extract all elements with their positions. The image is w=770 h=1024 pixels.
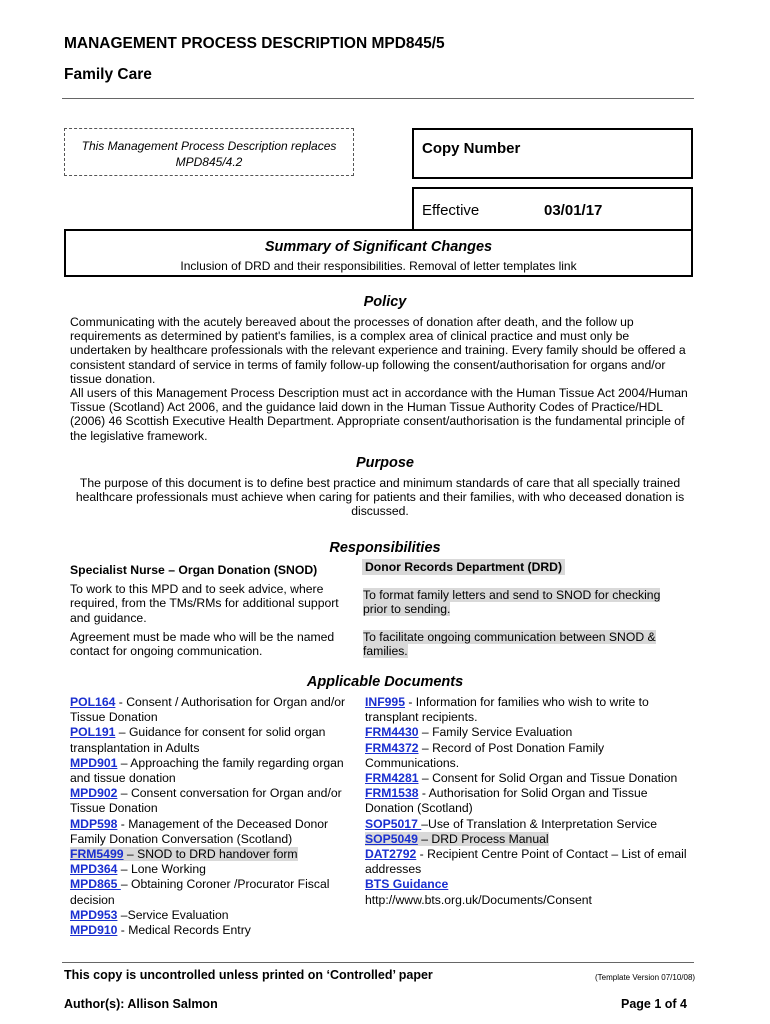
doc-item — [70, 847, 360, 862]
doc-desc: – Obtaining Coroner /Procurator Fiscal decision — [70, 877, 330, 907]
copy-number-box — [412, 128, 693, 179]
doc-item — [70, 786, 360, 816]
doc-item — [70, 725, 360, 755]
purpose-text: The purpose of this document is to define best practice and minimum standards of care that all specially trained healthcare professionals must achieve when caring for patients and their families, with who deceased donation is discussed. — [75, 476, 685, 519]
doc-desc: – Approaching the family regarding organ and tissue donation — [70, 755, 344, 786]
doc-desc: – Family Service Evaluation — [418, 725, 573, 740]
doc-link[interactable]: FRM5499 — [70, 847, 124, 862]
doc-link[interactable]: SOP5017 — [365, 816, 422, 831]
authors: Author(s): Allison Salmon — [64, 997, 218, 1011]
doc-link[interactable]: FRM1538 — [365, 786, 419, 801]
doc-desc: – SNOD to DRD handover form — [123, 847, 298, 862]
responsibilities-heading: Responsibilities — [329, 540, 441, 556]
doc-desc: - Consent / Authorisation for Organ and/or Tissue Donation — [70, 695, 346, 725]
summary-heading: Summary of Significant Changes — [264, 239, 493, 255]
template-version: (Template Version 07/10/08) — [595, 973, 696, 982]
doc-item — [365, 725, 690, 740]
doc-desc: –Service Evaluation — [117, 907, 229, 922]
summary-text: Inclusion of DRD and their responsibilities. Removal of letter templates link — [180, 259, 577, 273]
doc-item — [70, 862, 360, 877]
doc-desc: –Use of Translation & Interpretation Service — [421, 816, 657, 831]
doc-link[interactable]: MPD865 — [70, 877, 121, 892]
document-subtitle: Family Care — [64, 66, 152, 83]
doc-desc: – Guidance for consent for solid organ transplantation in Adults — [70, 725, 326, 755]
doc-item — [70, 877, 360, 907]
drd-text-1: To format family letters and send to SNOD for checking prior to sending. — [363, 588, 661, 617]
doc-item — [365, 786, 690, 816]
summary-box — [64, 229, 693, 277]
header-divider — [62, 98, 694, 99]
doc-link[interactable]: FRM4281 — [365, 771, 419, 786]
doc-desc: – Record of Post Donation Family Communications. — [365, 740, 605, 770]
doc-desc: - Authorisation for Solid Organ and Tissue Donation (Scotland) — [365, 786, 648, 816]
applicable-docs-right — [365, 695, 690, 908]
drd-role: Donor Records Department (DRD) — [362, 559, 565, 575]
doc-link[interactable]: MPD910 — [70, 923, 118, 938]
doc-desc: – Consent conversation for Organ and/or Tissue Donation — [70, 786, 342, 816]
purpose-heading: Purpose — [355, 455, 414, 471]
snod-role: Specialist Nurse – Organ Donation (SNOD) — [70, 563, 318, 577]
uncontrolled-notice: This copy is uncontrolled unless printed on ‘Controlled’ paper — [64, 968, 433, 982]
doc-item — [365, 832, 690, 847]
snod-responsibilities — [70, 563, 355, 663]
doc-link[interactable]: MPD364 — [70, 862, 118, 877]
page-number: Page 1 of 4 — [621, 997, 687, 1011]
drd-text-2: To facilitate ongoing communication between SNOD & families. — [363, 630, 656, 659]
doc-link[interactable]: MPD902 — [70, 786, 118, 801]
doc-link[interactable]: MPD953 — [70, 907, 118, 922]
effective-date: 03/01/17 — [544, 202, 603, 219]
drd-duty-2 — [363, 630, 688, 658]
doc-link[interactable]: DAT2792 — [365, 847, 417, 862]
doc-item — [70, 695, 360, 725]
effective-box — [412, 187, 693, 229]
doc-item — [70, 923, 360, 938]
doc-desc: - Information for families who wish to write to transplant recipients. — [365, 695, 649, 725]
snod-text-1: To work to this MPD and to seek advice, where required, from the TMs/RMs for additional support and guidance. — [70, 582, 339, 625]
doc-link[interactable]: FRM4430 — [365, 725, 419, 740]
applicable-docs-heading: Applicable Documents — [306, 674, 464, 690]
doc-link[interactable]: POL164 — [70, 695, 116, 709]
doc-desc: – Lone Working — [117, 862, 206, 877]
doc-item — [365, 893, 690, 908]
doc-link[interactable]: MDP598 — [70, 816, 118, 831]
doc-desc: - Medical Records Entry — [117, 923, 251, 938]
doc-link[interactable]: MPD901 — [70, 755, 118, 770]
copy-number-label: Copy Number — [422, 140, 521, 157]
footer-divider — [62, 962, 694, 963]
doc-item — [365, 771, 690, 786]
doc-item — [365, 817, 690, 832]
doc-item — [365, 695, 690, 725]
document-title: MANAGEMENT PROCESS DESCRIPTION MPD845/5 — [64, 35, 445, 52]
doc-item — [70, 908, 360, 923]
doc-desc: – DRD Process Manual — [417, 831, 549, 846]
doc-desc: - Recipient Centre Point of Contact – List of email addresses — [365, 847, 687, 877]
doc-desc: – Consent for Solid Organ and Tissue Donation — [418, 771, 678, 786]
doc-link[interactable]: BTS Guidance — [365, 877, 449, 892]
drd-duty-1 — [363, 588, 688, 616]
snod-text-2: Agreement must be made who will be the named contact for ongoing communication. — [70, 629, 335, 659]
applicable-docs-left — [70, 695, 360, 938]
replaces-notice — [64, 128, 354, 176]
policy-para-2: All users of this Management Process Description must act in accordance with the Human Tissue Act 2004/Human Tissue (Scotland) Act 2006, and the guidance laid down in the Human Tissue Authority Codes of Practice/HDL (2006) 46 Scottish Executive Health Department. Appropriate consent/authorisation is the fundamental principle of the legislative framework. — [70, 386, 688, 443]
doc-link[interactable]: SOP5049 — [365, 831, 418, 846]
policy-heading: Policy — [363, 294, 407, 310]
policy-text — [70, 315, 690, 443]
policy-para-1: Communicating with the acutely bereaved about the processes of donation after death, and the follow up requirements as determined by patient's families, is a complex area of clinical practice and must only be undertaken by healthcare professionals with the relevant experience and training. Every family should be offered a consistent standard of service in terms of family follow-up following the consent/authorisation for organs and/or tissue donation. — [70, 315, 686, 386]
doc-link[interactable]: FRM4372 — [365, 740, 419, 755]
replaces-line1: This Management Process Description replaces — [81, 139, 337, 153]
doc-item — [365, 877, 690, 892]
doc-item — [365, 847, 690, 877]
doc-item — [70, 756, 360, 786]
replaces-line2: MPD845/4.2 — [175, 155, 243, 169]
doc-item — [365, 741, 690, 771]
doc-item — [70, 817, 360, 847]
doc-link[interactable]: POL191 — [70, 725, 116, 740]
doc-link[interactable]: INF995 — [365, 695, 405, 709]
doc-desc: - Management of the Deceased Donor Family Donation Conversation (Scotland) — [70, 816, 329, 846]
bts-url: http://www.bts.org.uk/Documents/Consent — [365, 892, 592, 907]
effective-label: Effective — [422, 202, 480, 219]
